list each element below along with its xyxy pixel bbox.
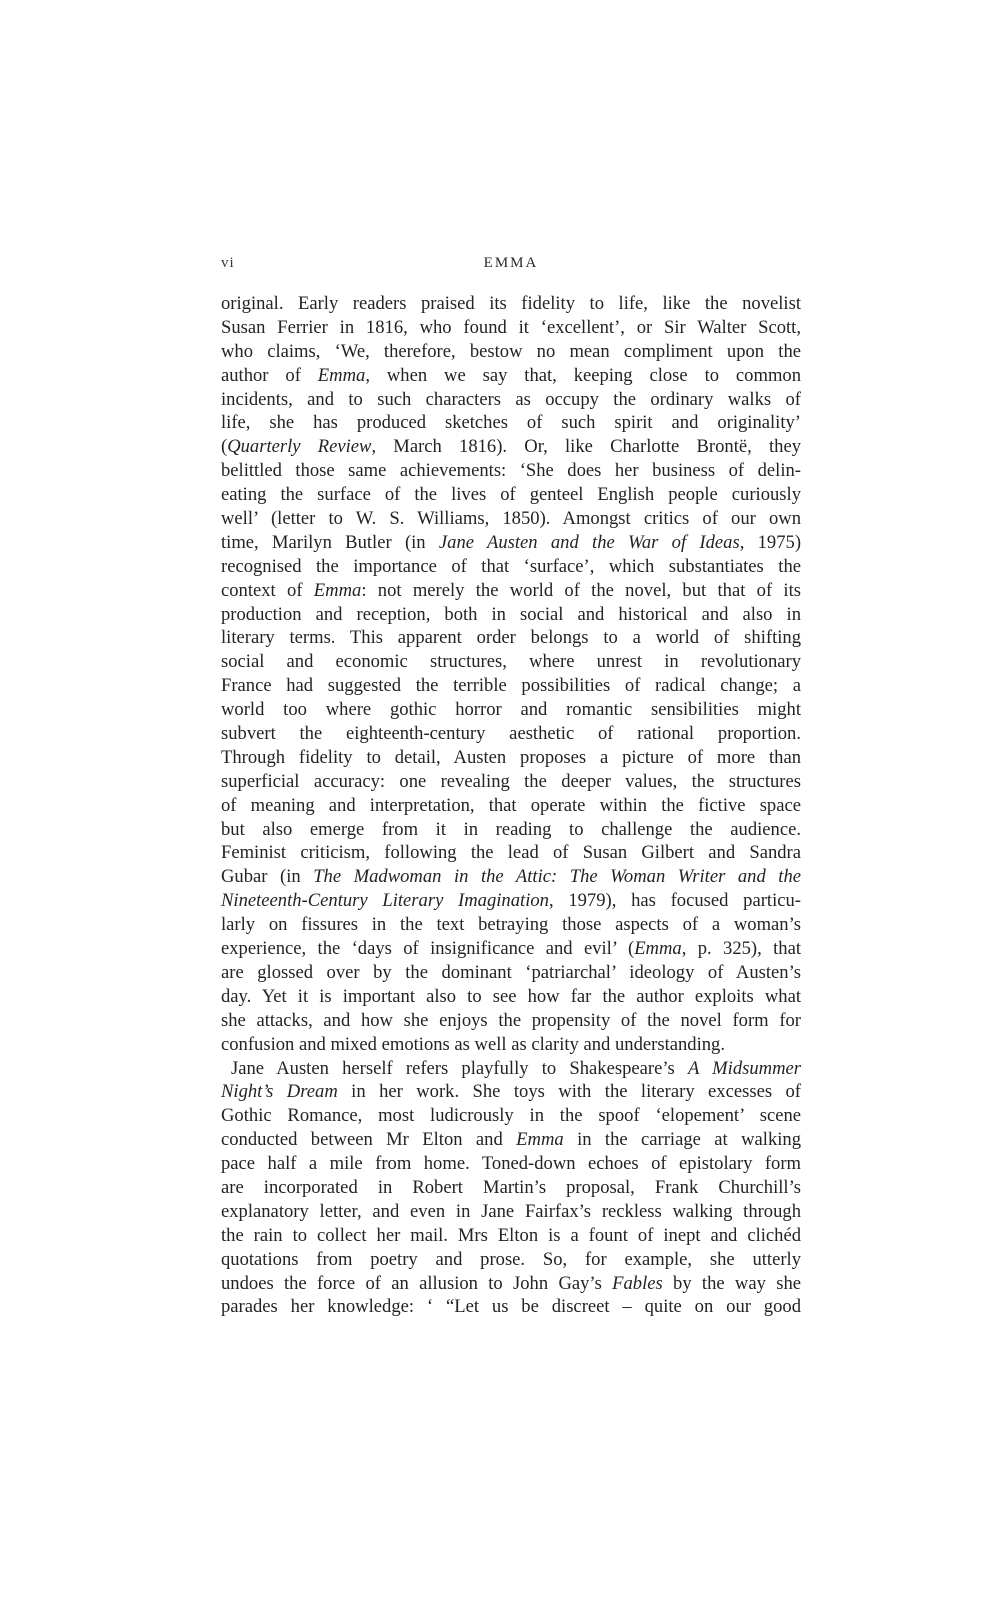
italic-title: Jane Austen and the War of Ideas	[438, 531, 740, 553]
text-line: but also emerge from it in reading to challenge the audience.	[221, 818, 801, 840]
text-line: France had suggested the terrible possibilities of radical change; a	[221, 675, 801, 697]
text-line: world too where gothic horror and romantic sensibilities might	[221, 699, 801, 721]
page-header	[221, 255, 801, 279]
text-line: parades her knowledge: ‘ “Let us be discreet – quite on our good	[221, 1296, 801, 1318]
italic-title: The Madwoman in the Attic: The Woman Writer and the	[313, 866, 801, 888]
text-line: recognised the importance of that ‘surface’, which substantiates the	[221, 555, 801, 577]
text-line: Nineteenth-Century Literary Imagination, 1979), has focused particu-	[221, 890, 801, 912]
text-line: Feminist criticism, following the lead of Susan Gilbert and Sandra	[221, 842, 801, 864]
italic-title: Nineteenth-Century Literary Imagination	[221, 890, 549, 912]
text-line: Gubar (in The Madwoman in the Attic: The Woman Writer and the	[221, 866, 801, 888]
italic-title: A Midsummer	[687, 1057, 801, 1079]
paragraph-1	[221, 292, 801, 1057]
italic-title: Night’s Dream	[221, 1081, 338, 1103]
text-line: of meaning and interpretation, that operate within the fictive space	[221, 794, 801, 816]
text-line: superficial accuracy: one revealing the deeper values, the structures	[221, 770, 801, 792]
text-line: context of Emma: not merely the world of the novel, but that of its	[221, 579, 801, 601]
text-line: day. Yet it is important also to see how far the author exploits what	[221, 985, 801, 1007]
text-line: life, she has produced sketches of such spirit and originality’	[221, 412, 801, 434]
text-line: literary terms. This apparent order belongs to a world of shifting	[221, 627, 801, 649]
italic-title: Emma	[313, 579, 362, 601]
body-text	[221, 292, 801, 1319]
text-line: larly on fissures in the text betraying those aspects of a woman’s	[221, 914, 801, 936]
text-line: experience, the ‘days of insignificance and evil’ (Emma, p. 325), that	[221, 938, 802, 960]
italic-title: Fables	[612, 1272, 663, 1294]
running-head-title: EMMA	[483, 255, 539, 271]
text-line: (Quarterly Review, March 1816). Or, like Charlotte Brontë, they	[221, 436, 801, 458]
text-line: she attacks, and how she enjoys the propensity of the novel form for	[221, 1009, 801, 1031]
text-line: Susan Ferrier in 1816, who found it ‘excellent’, or Sir Walter Scott,	[221, 316, 801, 338]
text-line: Gothic Romance, most ludicrously in the spoof ‘elopement’ scene	[221, 1105, 801, 1127]
text-line: quotations from poetry and prose. So, for example, she utterly	[221, 1248, 801, 1270]
text-line: explanatory letter, and even in Jane Fairfax’s reckless walking through	[221, 1200, 801, 1222]
italic-title: Emma	[634, 938, 682, 960]
italic-title: Quarterly Review	[227, 436, 372, 458]
text-line: well’ (letter to W. S. Williams, 1850). Amongst critics of our own	[221, 508, 801, 530]
text-line: social and economic structures, where unrest in revolutionary	[221, 651, 801, 673]
text-line: original. Early readers praised its fidelity to life, like the novelist	[221, 293, 801, 314]
text-line: undoes the force of an allusion to John Gay’s Fables by the way she	[221, 1272, 801, 1294]
text-line: eating the surface of the lives of genteel English people curiously	[221, 484, 801, 506]
text-line: Jane Austen herself refers playfully to Shakespeare’s A Midsummer	[231, 1057, 801, 1079]
text-line: subvert the eighteenth-century aesthetic of rational proportion.	[221, 723, 801, 745]
text-line: incidents, and to such characters as occupy the ordinary walks of	[221, 388, 801, 410]
text-line: are incorporated in Robert Martin’s proposal, Frank Churchill’s	[221, 1176, 801, 1198]
text-line: who claims, ‘We, therefore, bestow no mean compliment upon the	[221, 340, 801, 362]
text-line: Night’s Dream in her work. She toys with the literary excesses of	[221, 1081, 801, 1103]
text-line: belittled those same achievements: ‘She does her business of delin-	[221, 460, 801, 482]
text-line: conducted between Mr Elton and Emma in the carriage at walking	[221, 1129, 801, 1151]
text-line: confusion and mixed emotions as well as clarity and understanding.	[221, 1033, 725, 1055]
text-line: are glossed over by the dominant ‘patriarchal’ ideology of Austen’s	[221, 961, 801, 983]
text-line: Through fidelity to detail, Austen proposes a picture of more than	[221, 746, 801, 768]
text-line: time, Marilyn Butler (in Jane Austen and the War of Ideas, 1975)	[221, 531, 802, 553]
italic-title: Emma	[317, 364, 366, 386]
italic-title: Emma	[516, 1129, 564, 1151]
page-number: vi	[221, 255, 235, 271]
text-line: author of Emma, when we say that, keeping close to common	[221, 364, 802, 386]
text-line: the rain to collect her mail. Mrs Elton is a fount of inept and clichéd	[221, 1224, 801, 1246]
text-line: production and reception, both in social and historical and also in	[221, 603, 801, 625]
paragraph-2	[221, 1057, 801, 1320]
text-line: pace half a mile from home. Toned-down echoes of epistolary form	[221, 1153, 801, 1175]
